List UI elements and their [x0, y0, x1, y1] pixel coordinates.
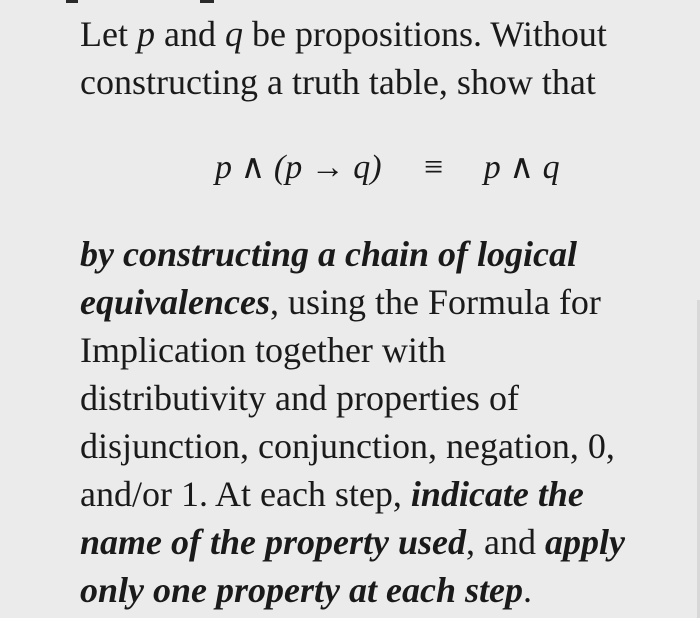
top-edge-mark: [66, 0, 78, 3]
text-line-9: name of the property used, and apply: [80, 522, 625, 562]
equivalence-symbol: ≡: [424, 149, 444, 186]
text-line-8: and/or 1. At each step, indicate the: [80, 474, 584, 514]
text-line-1: Let p and q be propositions. Without: [80, 14, 607, 54]
text-line-4: equivalences, using the Formula for: [80, 282, 601, 322]
variable-p: p: [136, 14, 155, 54]
text-line-2: constructing a truth table, show that: [80, 62, 596, 102]
text-line-10: only one property at each step.: [80, 570, 532, 610]
text-line-5: Implication together with: [80, 330, 446, 370]
formula-lhs: p ∧ (p → q): [215, 149, 382, 186]
text-line-6: distributivity and properties of: [80, 378, 519, 418]
text-line-3: by constructing a chain of logical: [80, 234, 578, 274]
formula-rhs: p ∧ q: [483, 149, 560, 186]
variable-q: q: [224, 14, 243, 54]
problem-text: [80, 10, 690, 614]
equivalence-formula: [80, 144, 690, 192]
text-line-7: disjunction, conjunction, negation, 0,: [80, 426, 615, 466]
top-edge-mark: [200, 0, 214, 3]
